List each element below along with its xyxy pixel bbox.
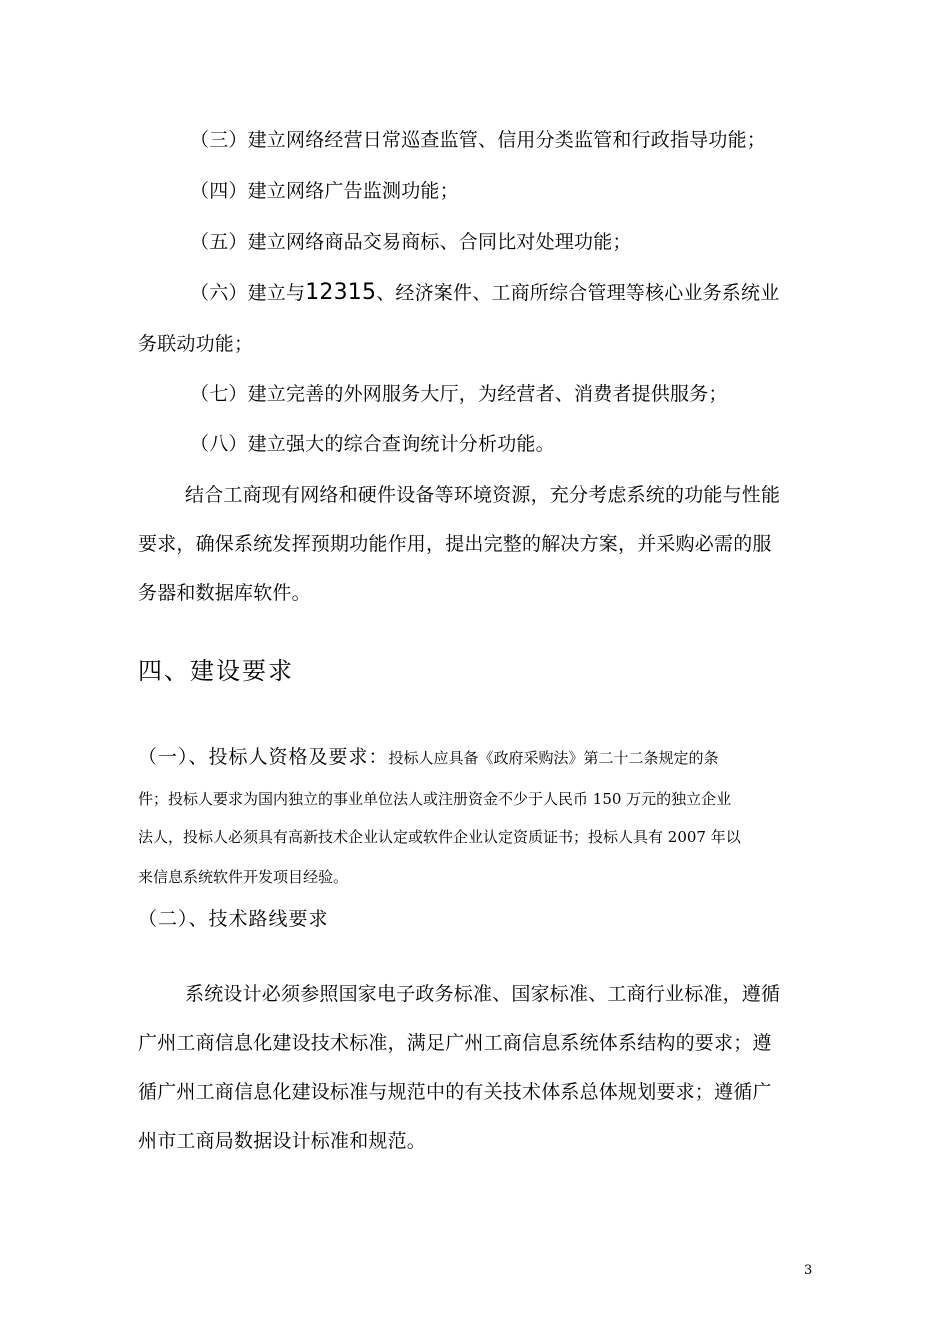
list-item-8: （八）建立强大的综合查询统计分析功能。 [190, 433, 555, 455]
qualification-line-4: 来信息系统软件开发项目经验。 [138, 868, 349, 886]
paragraph-1-line-2: 要求，确保系统发挥预期功能作用，提出完整的解决方案，并采购必需的服 [138, 533, 772, 555]
list-item-3: （三）建立网络经营日常巡查监管、信用分类监管和行政指导功能； [190, 129, 767, 151]
page-number: 3 [804, 1263, 813, 1278]
qualification-line-3: 法人，投标人必须具有高新技术企业认定或软件企业认定资质证书；投标人具有 2007 年以 [138, 828, 741, 846]
qualification-label: （一）、投标人资格及要求： [138, 746, 389, 768]
list-item-4: （四）建立网络广告监测功能； [190, 180, 459, 202]
tech-route-heading: （二）、技术路线要求 [138, 908, 329, 930]
list-item-6 [190, 281, 779, 305]
qualification-text-1: 投标人应具备《政府采购法》第二十二条规定的条 [388, 749, 719, 767]
list-item-6-continuation: 务联动功能； [138, 333, 254, 355]
hotline-number: 12315 [305, 280, 377, 305]
list-item-6-prefix: （六）建立与 [190, 282, 306, 304]
tech-route-line-2: 广州工商信息化建设技术标准，满足广州工商信息系统体系结构的要求；遵 [138, 1032, 772, 1054]
tech-route-line-4: 州市工商局数据设计标准和规范。 [138, 1130, 427, 1152]
paragraph-1-line-3: 务器和数据库软件。 [138, 582, 311, 604]
section-heading: 四、建设要求 [138, 657, 294, 685]
list-item-7: （七）建立完善的外网服务大厅，为经营者、消费者提供服务； [190, 383, 728, 405]
qualification-line-1 [138, 746, 719, 769]
list-item-5: （五）建立网络商品交易商标、合同比对处理功能； [190, 231, 632, 253]
tech-route-line-3: 循广州工商信息化建设标准与规范中的有关技术体系总体规划要求；遵循广 [138, 1081, 772, 1103]
tech-route-line-1: 系统设计必须参照国家电子政务标准、国家标准、工商行业标准，遵循 [185, 983, 781, 1005]
list-item-6-suffix: 、经济案件、工商所综合管理等核心业务系统业 [376, 282, 780, 304]
paragraph-1-line-1: 结合工商现有网络和硬件设备等环境资源，充分考虑系统的功能与性能 [185, 484, 781, 506]
qualification-line-2: 件；投标人要求为国内独立的事业单位法人或注册资金不少于人民币 150 万元的独立企业 [138, 790, 732, 808]
